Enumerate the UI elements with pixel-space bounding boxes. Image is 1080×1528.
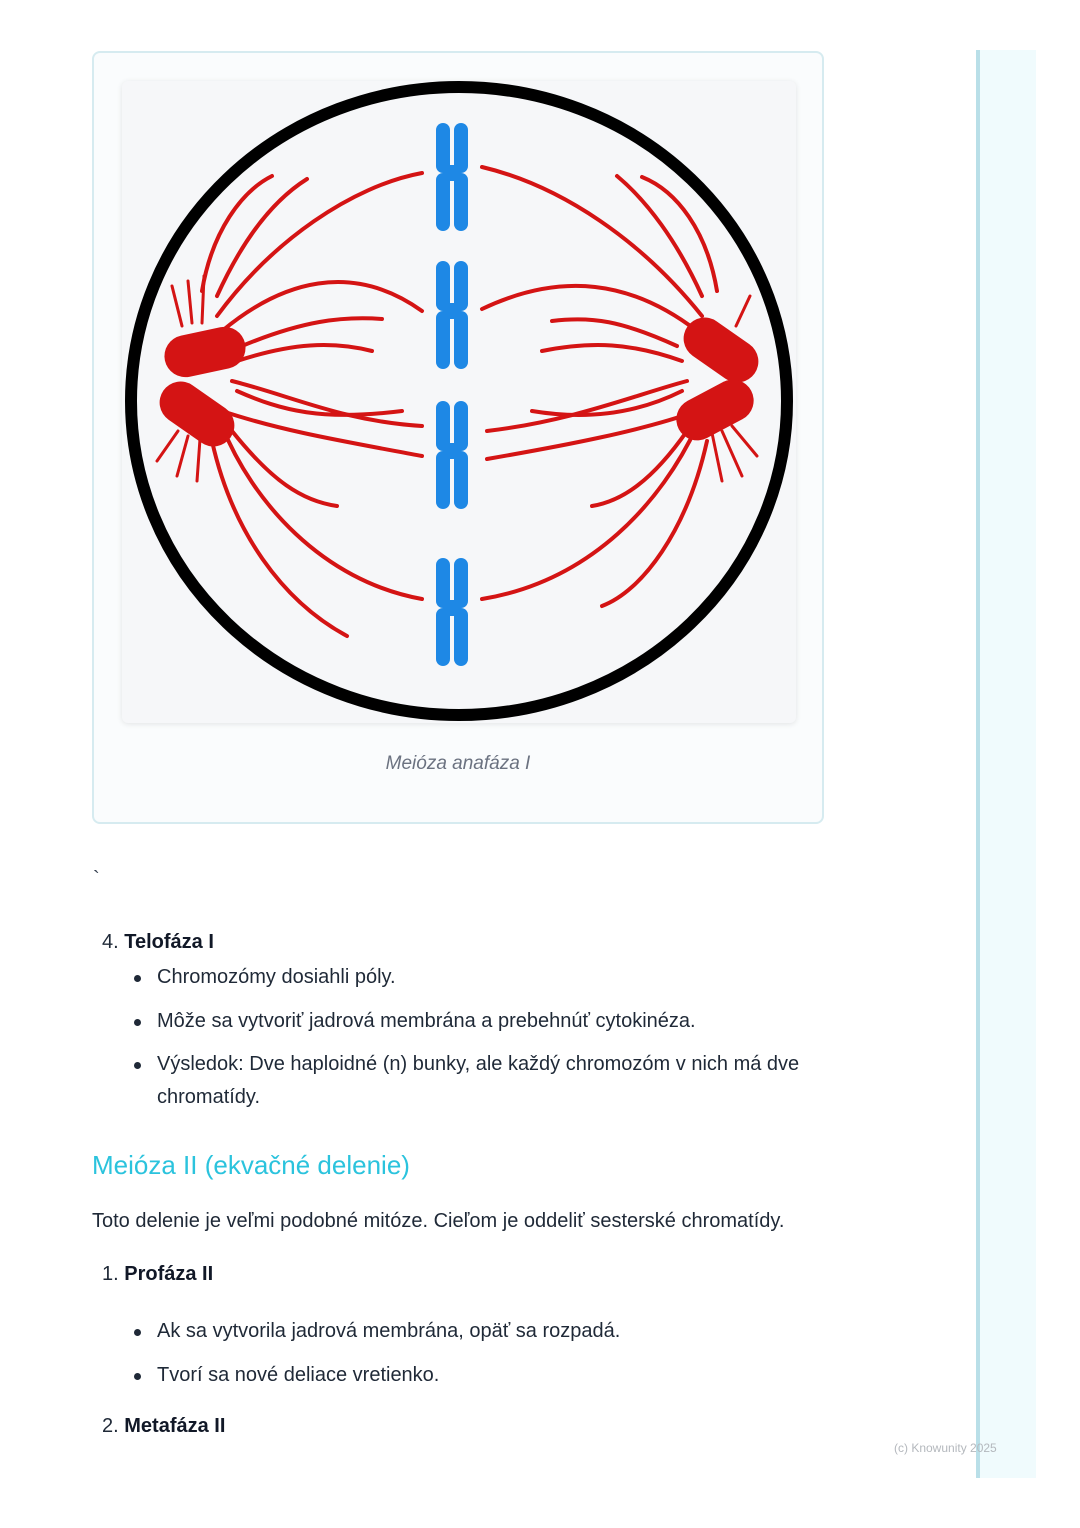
telofaza-heading [102, 931, 214, 954]
profaza-number: 1. [102, 1263, 119, 1285]
figure-card [92, 51, 824, 824]
profaza-heading [102, 1263, 213, 1286]
section-heading: Meióza II (ekvačné delenie) [92, 1150, 410, 1180]
metafaza-number: 2. [102, 1415, 119, 1437]
chromosomes [436, 123, 468, 666]
figure-caption: Meióza anafáza I [385, 753, 531, 774]
metafaza-title: Metafáza II [124, 1415, 226, 1437]
anaphase-illustration [122, 81, 796, 723]
metafaza-heading [102, 1415, 225, 1438]
telofaza-title: Telofáza I [124, 931, 214, 953]
side-panel [976, 50, 1036, 1478]
section-intro: Toto delenie je veľmi podobné mitóze. Cieľom je oddeliť sesterské chromatídy. [92, 1210, 785, 1232]
copyright-footer: (c) Knowunity 2025 [894, 1441, 997, 1455]
stray-backtick: ` [93, 868, 100, 890]
telofaza-number: 4. [102, 931, 119, 953]
profaza-title: Profáza II [124, 1263, 214, 1285]
